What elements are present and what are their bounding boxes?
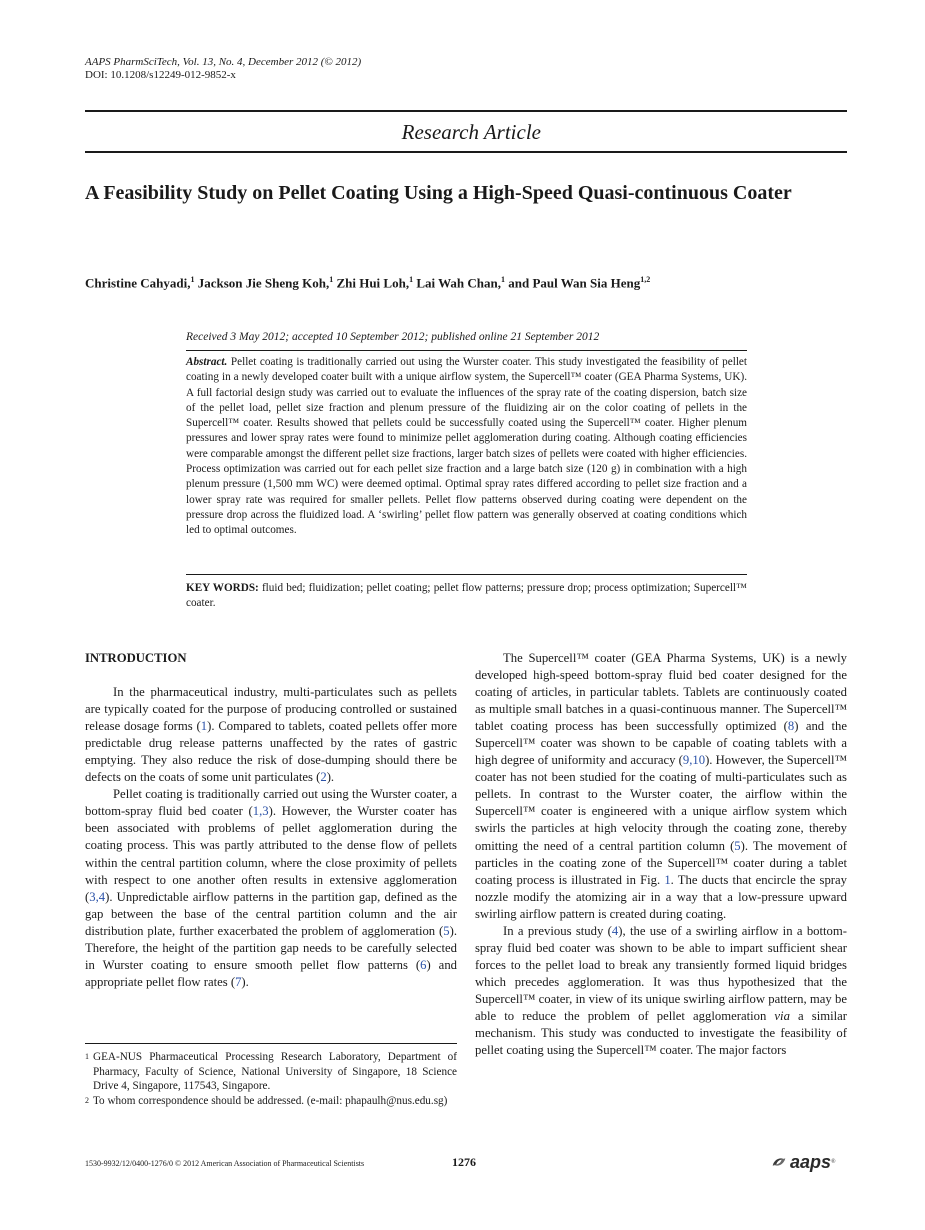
article-type: Research Article: [401, 120, 541, 144]
doi[interactable]: DOI: 10.1208/s12249-012-9852-x: [85, 69, 236, 81]
received-dates: Received 3 May 2012; accepted 10 September 2012; published online 21 September 2012: [186, 331, 600, 343]
citation-link[interactable]: 2: [320, 770, 327, 785]
footnote-rule: [85, 1043, 457, 1044]
registered-mark: ®: [831, 1159, 836, 1165]
aaps-swirl-icon: [770, 1153, 788, 1171]
footnote-mark: 2: [85, 1096, 89, 1106]
keywords-text: fluid bed; fluidization; pellet coating; pellet flow patterns; pressure drop; process optimization; Supercell™ coater.: [186, 582, 748, 609]
right-column: [475, 650, 847, 1059]
author-affiliation: 1: [501, 275, 505, 284]
top-rule: [85, 110, 847, 112]
author: Jackson Jie Sheng Koh,: [197, 275, 330, 291]
footnote-text: To whom correspondence should be addressed. (e-mail: phapaulh@nus.edu.sg): [93, 1095, 448, 1108]
footnote: [85, 1094, 457, 1109]
author-affiliation: 1: [409, 275, 414, 284]
author: Lai Wah Chan,: [416, 275, 501, 291]
aaps-logo: [770, 1151, 850, 1173]
footnote: [85, 1050, 457, 1094]
citation-link[interactable]: 1: [200, 719, 208, 734]
copyright-line: 1530-9932/12/0400-1276/0 © 2012 American Association of Pharmaceutical Scientists: [85, 1159, 365, 1168]
abstract-text: Pellet coating is traditionally carried out using the Wurster coater. This study investigated the feasibility of pellet coating in a newly developed coater built with a unique airflow system, the Supercell™ coater (GEA Pharma Systems, UK). A full factorial design study was carried out to evaluate the influences of the spray rate of the coating dispersion, batch size of the pellet load, pellet size fraction and plenum pressure of the fluidizing air on the color coating of pellets in the Supercell™ coater. Results showed that pellets could be successfully coated using the Supercell™ coater. Higher plenum pressures and lower spray rates were found to minimize pellet agglomeration during coating. Although coating efficiencies were comparable amongst the different pellet size fractions, larger batch sizes of pellets were coated with higher efficiencies. Process optimization was carried out for each pellet size fraction and a large batch size (120 g) in combination with a high plenum pressure (1,500 mm WC) were deemed optimal. Optimal spray rates differed according to pellet size fraction and a lower spray rate was required for smaller pellets. Pellet flow patterns observed during coating were dependent on the pressure drop across the fluidized load. A ‘swirling’ pellet flow pattern was generally observed at coating conditions which led to optimal outcomes.: [186, 356, 747, 537]
author: Christine Cahyadi,: [85, 275, 191, 291]
paragraph: In a previous study (4), the use of a swirling airflow in a bottom-spray fluid bed coater was shown to be able to impart sufficient shear forces to the pellet load to break any transiently formed liquid bridges which precedes agglomeration. It was thus hypothesized that the Supercell™ coater, in view of its unique swirling airflow pattern, may be able to reduce the problem of pellet agglomeration via a similar mechanism. This study was conducted to investigate the feasibility of pellet coating using the Supercell™ coater. The major factors: [475, 923, 848, 1058]
citation-link[interactable]: 1,3: [252, 804, 269, 819]
footnote-mark: 1: [85, 1052, 89, 1061]
keywords-label: KEY WORDS:: [186, 582, 259, 594]
paper-title: A Feasibility Study on Pellet Coating Using a High-Speed Quasi-continuous Coater: [85, 182, 792, 204]
abstract: [186, 355, 747, 539]
citation-link[interactable]: 7: [235, 974, 242, 989]
footnote-text: GEA-NUS Pharmaceutical Processing Research Laboratory, Department of Pharmacy, Faculty of Science, National University of Singapore, 18 Science Drive 4, Singapore, 117543, Singapore.: [93, 1051, 457, 1093]
page-number: 1276: [452, 1155, 476, 1169]
citation-link[interactable]: 4: [611, 923, 619, 938]
citation-link[interactable]: 3,4: [89, 889, 106, 904]
citation-link[interactable]: 9,10: [682, 753, 706, 768]
abstract-rule-top: [186, 350, 747, 351]
author: and Paul Wan Sia Heng: [508, 275, 641, 291]
left-column: [85, 650, 457, 991]
figure-link[interactable]: 1: [664, 872, 671, 887]
abstract-label: Abstract.: [186, 356, 228, 368]
paragraph: In the pharmaceutical industry, multi-particulates such as pellets are typically coated for the purpose of producing controlled or sustained release dosage forms (1). Compared to tablets, coated pellets offer more predictable drug release patterns unaffected by the rates of gastric emptying. They also reduce the risk of dose-dumping should there be defects on the coats of some unit particulates (2).: [85, 685, 457, 785]
author-affiliation: 1: [190, 275, 195, 284]
author: Zhi Hui Loh,: [336, 275, 410, 291]
author-affiliation: 1: [329, 275, 334, 284]
abstract-rule-bottom: [186, 574, 747, 575]
paragraph: The Supercell™ coater (GEA Pharma Systems, UK) is a newly developed high-speed bottom-spray fluid bed coater designed for the coating of articles, in particular tablets. Tablets are continuously coated as multiple small batches in a quasi-continuous manner. The Supercell™ tablet coating process has been successfully optimized (8) and the Supercell™ coater was shown to be capable of coating tablets with a high degree of uniformity and accuracy (9,10). However, the Supercell™ coater has not been studied for the coating of multi-particulates such as pellets. In contrast to the Wurster coater, the airflow within the Supercell™ coater is engineered with a unique airflow system which swirls the particles at high velocity through the coating zone, thereby omitting the need of a central partition column (5). The movement of particles in the coating zone of the Supercell™ coater during a tablet coating process is illustrated in Fig. 1. The ducts that encircle the spray nozzle modify the atomizing air in a way that a low-pressure upward swirling airflow pattern is created during coating.: [475, 651, 848, 921]
paragraph: Pellet coating is traditionally carried out using the Wurster coater, a bottom-spray fluid bed coater (1,3). However, the Wurster coater has been associated with problems of pellet agglomeration during the coating process. This was partly attributed to the dense flow of pellets within the central partition column, where the close proximity of pellets with respect to one another often results in extensive agglomeration (3,4). Unpredictable airflow patterns in the partition gap, defined as the gap between the base of the central partition column and the air distribution plate, further exacerbated the problem of agglomeration (5). Therefore, the height of the partition gap needs to be carefully selected in Wurster coating to ensure smooth pellet flow patterns (6) and appropriate pellet flow rates (7).: [85, 787, 458, 989]
section-heading-introduction: INTRODUCTION: [85, 651, 187, 665]
citation-link[interactable]: 5: [443, 923, 450, 938]
citation-link[interactable]: 8: [787, 719, 795, 734]
aaps-wordmark: aaps: [790, 1151, 832, 1172]
keywords: [186, 581, 747, 611]
author-list: [85, 275, 650, 291]
footnotes: [85, 1050, 457, 1109]
journal-citation: AAPS PharmSciTech, Vol. 13, No. 4, December 2012 (© 2012): [85, 56, 362, 68]
citation-link[interactable]: 5: [734, 838, 741, 853]
header-rule: [85, 151, 847, 153]
citation-link[interactable]: 6: [420, 957, 427, 972]
author-affiliation: 1,2: [640, 275, 651, 284]
